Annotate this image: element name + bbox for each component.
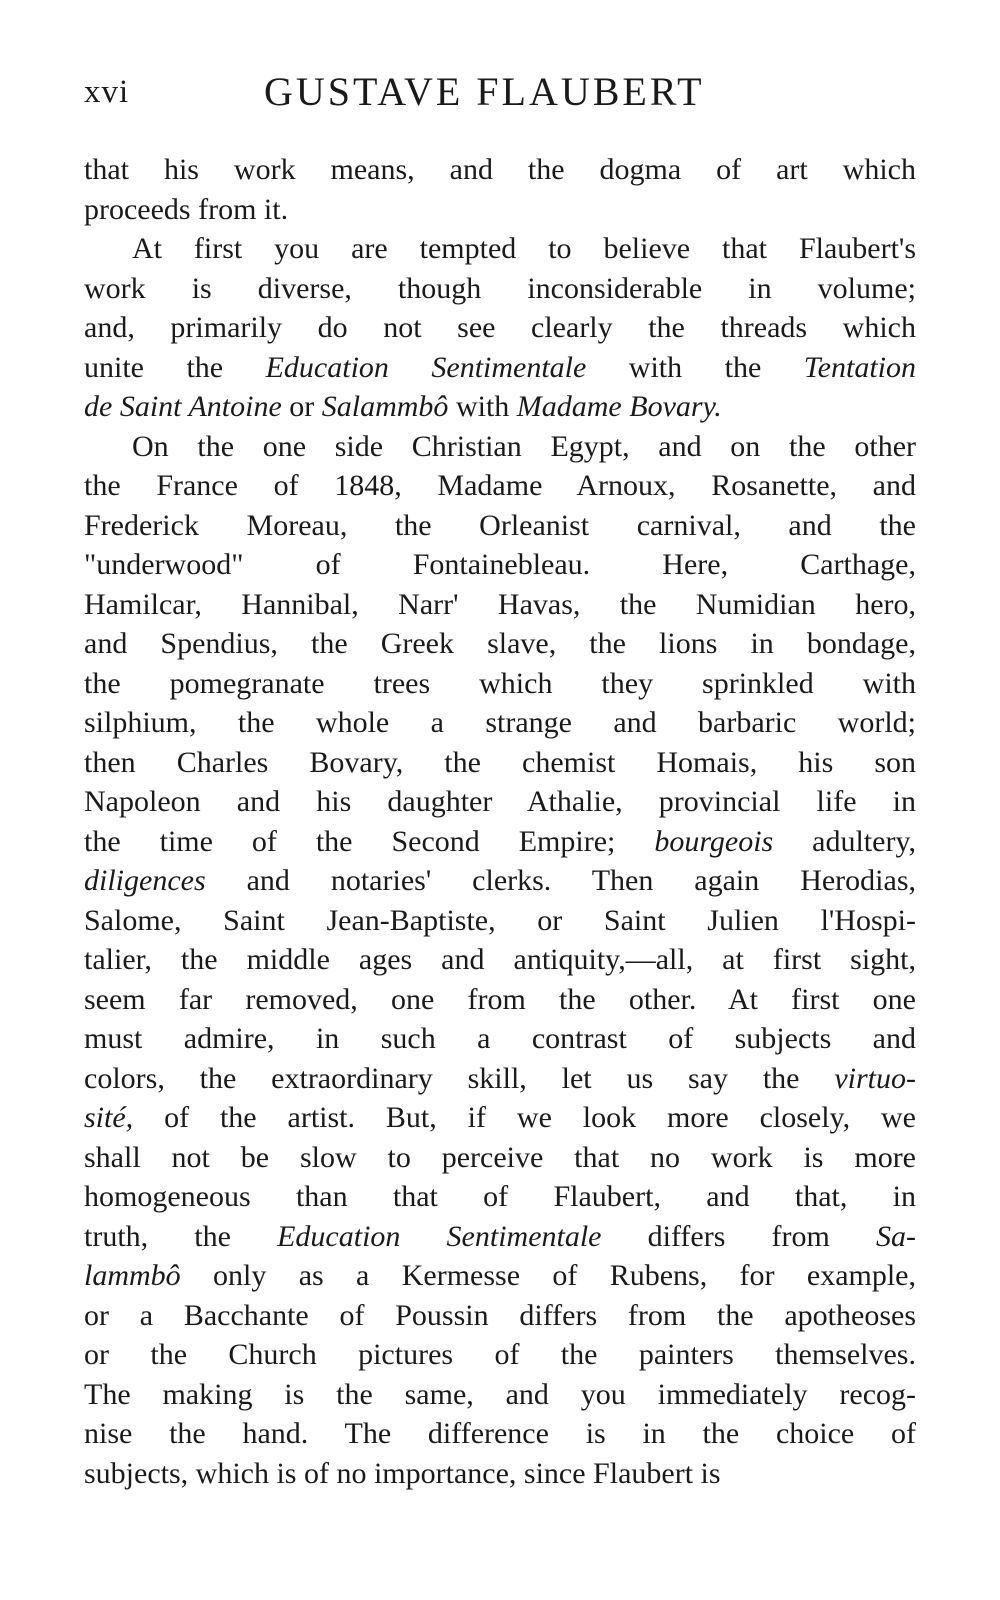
text-run: talier, the middle ages and antiquity,—all, at first sight, xyxy=(84,943,916,976)
italic-text: lammbô xyxy=(84,1259,181,1292)
text-line xyxy=(84,1217,916,1257)
text-line xyxy=(84,940,916,980)
text-run: The making is the same, and you immediately recog- xyxy=(84,1377,916,1411)
text-run: colors, the extraordinary skill, let us say the xyxy=(84,1061,835,1095)
text-run: and notaries' clerks. Then again Herodias, xyxy=(205,864,916,897)
italic-text: Madame Bovary. xyxy=(516,390,722,423)
text-run: or xyxy=(281,390,322,423)
text-run: of the artist. But, if we look more closely, we xyxy=(133,1101,916,1134)
text-run: unite the xyxy=(84,350,266,384)
text-line xyxy=(84,427,916,467)
page-number: xvi xyxy=(84,74,130,110)
text-run: subjects, which is of no importance, since Flaubert is xyxy=(84,1456,721,1490)
page-header xyxy=(84,68,916,118)
text-run: Frederick Moreau, the Orleanist carnival, and the xyxy=(84,508,916,542)
body-text xyxy=(84,150,916,1493)
text-line xyxy=(84,1059,916,1099)
text-run: the pomegranate trees which they sprinkled with xyxy=(84,666,916,700)
running-head: GUSTAVE FLAUBERT xyxy=(264,69,705,114)
italic-text: sité, xyxy=(84,1101,134,1134)
text-run: differs from xyxy=(601,1219,876,1253)
text-line xyxy=(84,308,916,348)
text-line xyxy=(84,585,916,625)
text-line xyxy=(84,229,916,269)
text-run: silphium, the whole a strange and barbaric world; xyxy=(84,706,916,739)
text-line xyxy=(84,1138,916,1178)
text-run: only as a Kermesse of Rubens, for example, xyxy=(180,1259,916,1292)
text-line xyxy=(84,861,916,901)
text-run: Salome, Saint Jean-Baptiste, or Saint Julien l'Hospi- xyxy=(84,903,916,937)
text-line xyxy=(84,980,916,1020)
text-line xyxy=(84,822,916,862)
text-line xyxy=(84,664,916,704)
italic-text: Sa- xyxy=(876,1219,916,1253)
text-run: then Charles Bovary, the chemist Homais, his son xyxy=(84,745,916,779)
text-run: nise the hand. The difference is in the choice of xyxy=(84,1417,916,1450)
text-run: with xyxy=(448,390,517,423)
text-line xyxy=(84,269,916,309)
text-run: "underwood" of Fontainebleau. Here, Carthage, xyxy=(84,548,916,581)
text-line xyxy=(84,1414,916,1454)
text-run: seem far removed, one from the other. At first one xyxy=(84,982,916,1016)
text-line xyxy=(84,506,916,546)
text-run: At first you are tempted to believe that Flaubert's xyxy=(132,232,916,265)
text-run: work is diverse, though inconsiderable in volume; xyxy=(84,271,916,305)
text-line xyxy=(84,743,916,783)
italic-text: Education Sentimentale xyxy=(277,1219,602,1253)
text-run: or the Church pictures of the painters themselves. xyxy=(84,1338,916,1371)
text-line xyxy=(84,1256,916,1296)
text-run: proceeds from it. xyxy=(84,192,289,226)
text-line xyxy=(84,545,916,585)
text-run: Napoleon and his daughter Athalie, provincial life in xyxy=(84,785,916,818)
italic-text: Education Sentimentale xyxy=(265,350,587,384)
italic-text: virtuo- xyxy=(834,1061,916,1095)
text-run: the France of 1848, Madame Arnoux, Rosanette, and xyxy=(84,469,916,502)
italic-text: bourgeois xyxy=(654,824,774,858)
text-run: the time of the Second Empire; xyxy=(84,824,655,858)
paragraph xyxy=(84,150,916,229)
paragraph xyxy=(84,229,916,427)
text-run: and Spendius, the Greek slave, the lions in bondage, xyxy=(84,627,916,660)
text-line xyxy=(84,190,916,230)
italic-text: Salammbô xyxy=(321,390,449,423)
text-run: Hamilcar, Hannibal, Narr' Havas, the Numidian hero, xyxy=(84,587,916,621)
italic-text: diligences xyxy=(84,864,206,897)
text-line xyxy=(84,1019,916,1059)
text-line xyxy=(84,466,916,506)
text-line xyxy=(84,703,916,743)
text-run: On the one side Christian Egypt, and on the other xyxy=(132,429,916,463)
text-line xyxy=(84,348,916,388)
text-line xyxy=(84,387,916,427)
text-run: that his work means, and the dogma of art which xyxy=(84,153,916,186)
text-run: adultery, xyxy=(773,824,916,858)
text-line xyxy=(84,1098,916,1138)
text-run: truth, the xyxy=(84,1219,278,1253)
text-run: with the xyxy=(586,350,804,384)
text-run: homogeneous than that of Flaubert, and that, in xyxy=(84,1180,916,1213)
text-run: must admire, in such a contrast of subjects and xyxy=(84,1022,916,1055)
paragraph xyxy=(84,427,916,1494)
text-line xyxy=(84,782,916,822)
text-line xyxy=(84,1296,916,1336)
text-line xyxy=(84,624,916,664)
italic-text: de Saint Antoine xyxy=(84,390,282,423)
italic-text: Tentation xyxy=(803,350,916,384)
text-line xyxy=(84,901,916,941)
text-line xyxy=(84,1454,916,1494)
text-run: shall not be slow to perceive that no work is more xyxy=(84,1140,916,1174)
text-run: and, primarily do not see clearly the threads which xyxy=(84,311,916,344)
text-line xyxy=(84,1375,916,1415)
text-line xyxy=(84,150,916,190)
text-line xyxy=(84,1177,916,1217)
text-line xyxy=(84,1335,916,1375)
text-run: or a Bacchante of Poussin differs from the apotheoses xyxy=(84,1298,916,1332)
